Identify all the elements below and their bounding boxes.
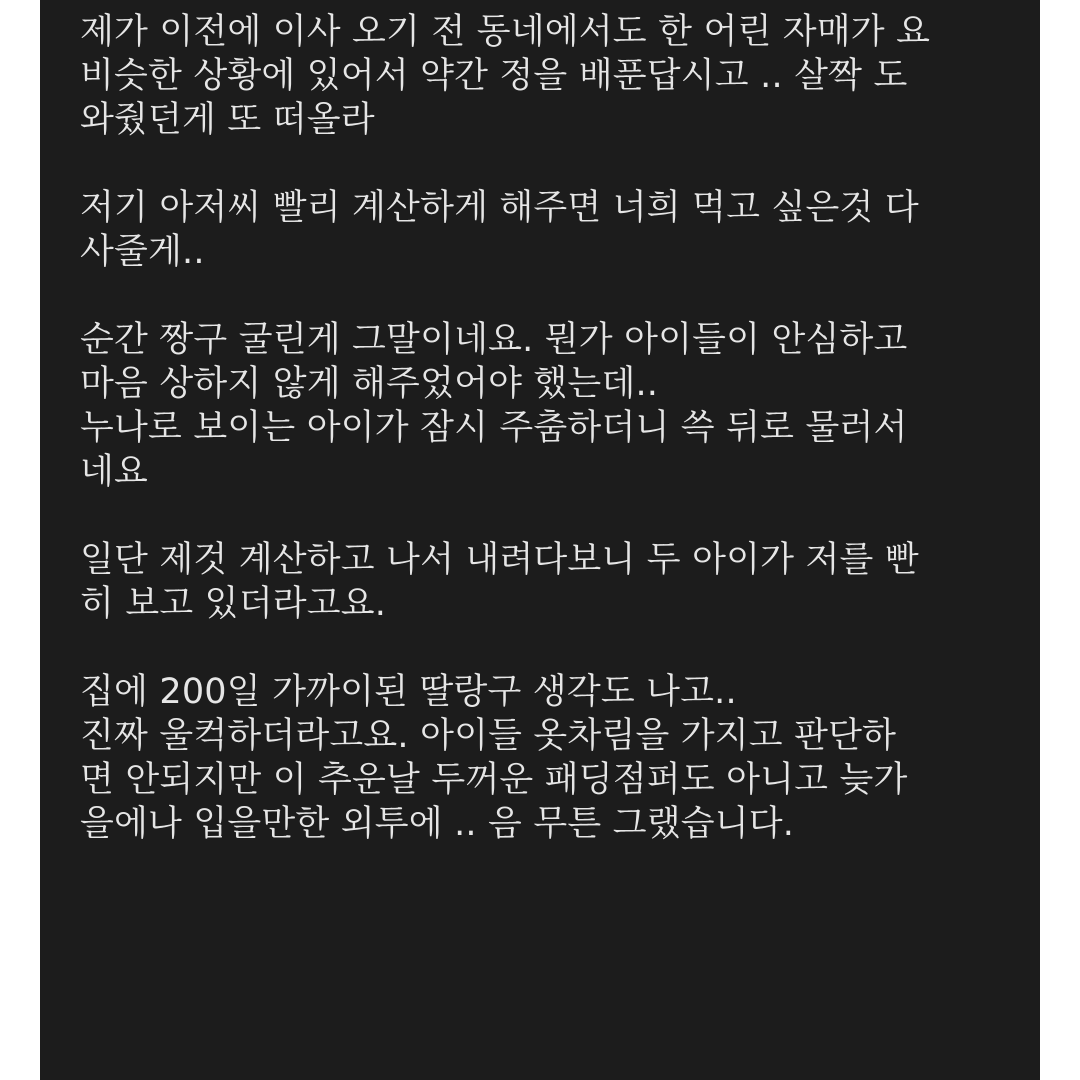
paragraph-1 [80,10,1020,142]
post-screenshot-frame [40,0,1040,1080]
paragraph-4 [80,538,1020,626]
text-line: 일단 제것 계산하고 나서 내려다보니 두 아이가 저를 빤 [80,540,919,580]
text-line: 와줬던게 또 떠올라 [80,100,375,140]
text-line: 사줄게.. [80,232,205,272]
text-line: 비슷한 상황에 있어서 약간 정을 배푼답시고 .. 살짝 도 [80,56,908,96]
text-line: 을에나 입을만한 외투에 .. 음 무튼 그랬습니다. [80,804,795,844]
text-line: 집에 200일 가까이된 딸랑구 생각도 나고.. [80,672,737,712]
paragraph-2 [80,186,1020,274]
text-line: 누나로 보이는 아이가 잠시 주춤하더니 쓱 뒤로 물러서 [80,408,908,448]
paragraph-3 [80,318,1020,494]
text-line: 네요 [80,452,149,492]
text-line: 저기 아저씨 빨리 계산하게 해주면 너희 먹고 싶은것 다 [80,188,919,228]
text-line: 순간 짱구 굴린게 그말이네요. 뭔가 아이들이 안심하고 [80,320,908,360]
text-line: 히 보고 있더라고요. [80,584,387,624]
paragraph-5 [80,670,1020,846]
text-line: 제가 이전에 이사 오기 전 동네에서도 한 어린 자매가 요 [80,12,931,52]
post-body [80,10,1020,890]
text-line: 면 안되지만 이 추운날 두꺼운 패딩점퍼도 아니고 늦가 [80,760,908,800]
text-line: 진짜 울컥하더라고요. 아이들 옷차림을 가지고 판단하 [80,716,897,756]
text-line: 마음 상하지 않게 해주었어야 했는데.. [80,364,659,404]
